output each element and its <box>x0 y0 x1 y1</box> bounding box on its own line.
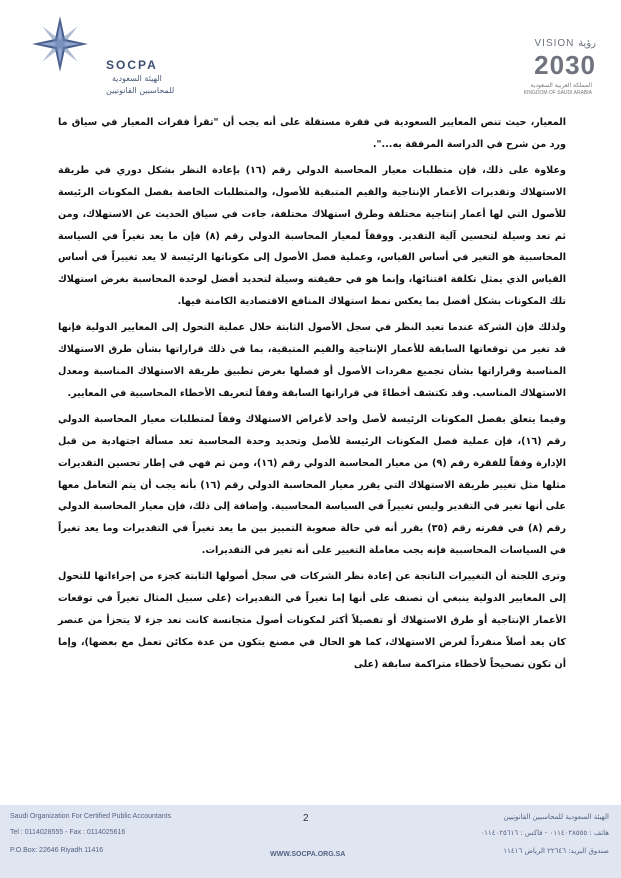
socpa-arabic-line1: الهيئة السعودية <box>112 74 162 83</box>
footer-org-arabic: الهيئة السعودية للمحاسبين القانونيين <box>503 813 609 821</box>
footer-tel-english: Tel : 0114028555 - Fax : 0114025616 <box>10 829 126 836</box>
socpa-arabic-line2: للمحاسبين القانونيين <box>106 86 175 95</box>
footer-website-link[interactable]: WWW.SOCPA.ORG.SA <box>270 851 346 858</box>
paragraph-1: المعيار، حيث تنص المعايير السعودية في فقرة مستقلة على أنه يجب أن "تقرأ فقرات المعيار في سياق ما ورد من شرح في الدراسة المرفقة به...". <box>58 117 566 150</box>
page-number: 2 <box>303 813 309 824</box>
socpa-logo <box>24 8 194 96</box>
paragraph-5: وترى اللجنة أن التغييرات الناتجة عن إعادة نظر الشركات في سجل أصولها الثابتة كجزء من إجراءاتها للتحول إلى المعايير الدولية ينبغي أن تصنف على أنها إما تغيراً في التقديرات (على سبيل المثال تغيراً في توقعات الأعمار الإنتاجية أو طرق الاستهلاك أو تفصيلاً أكثر لمكونات أصول متجانسة كانت تعد جزء لا يتجزأ من عنصر كان يعد أصلاً منفرداً لغرض الاستهلاك، كما هو الحال في مصنع يتكون من عدة مكائن تعمل مع بعضها)، وإما أن تكون تصحيحاً لأخطاء متراكمة سابقة (على <box>58 571 566 670</box>
footer-org-english: Saudi Organization For Certified Public Accountants <box>10 813 172 820</box>
paragraph-2: وعلاوة على ذلك، فإن متطلبات معيار المحاسبة الدولي رقم (١٦) بإعادة النظر بشكل دوري في طريقة الاستهلاك وتقديرات الأعمار الإنتاجية والقيم المتبقية للأصول، والمتطلبات الخاصة بفصل المكونات الرئيسة للأصول التي لها أعمار إنتاجية مختلفة وطرق استهلاك مختلفة، جاءت في سياق الحديث عن الاستهلاك، ومن ثم تعد وسيلة لتحسين آلية التقدير. ووفقاً لمعيار المحاسبة الدولي رقم (٨) فإن ما يعد تغيراً في السياسة المحاسبية هو التغير في أساس القياس، وعملية فصل الأصول إلى مكوناتها الرئيسة لا يعد تغييراً في أساس القياس الذي يمثل تكلفة اقتنائها، وإنما هو في حقيقته وسيلة لتحديد أفضل لوحدة المحاسبة بغرض استهلاك تلك المكونات بشكل أفضل بما يعكس نمط استهلاك المنافع الاقتصادية الكامنة فيها. <box>58 164 566 308</box>
paragraph-3: ولذلك فإن الشركة عندما تعيد النظر في سجل الأصول الثابتة خلال عملية التحول إلى المعايير الدولية فإنها قد تغير من توقعاتها السابقة للأعمار الإنتاجية والقيم المتبقية، بما في ذلك قراراتها بشأن طرق الاستهلاك المناسبة وقراراتها بشأن تجميع مفردات الأصول أو فصلها بغرض تطبيق طريقة الاستهلاك المناسبة ومعدل الاستهلاك المناسب. وقد تكتشف أخطاءً في قراراتها السابقة وفقاً لتعريف الأخطاء المحاسبية في المعايير. <box>58 322 566 399</box>
socpa-star-icon <box>30 14 90 74</box>
footer-pobox-english: P.O.Box: 22646 Riyadh 11416 <box>10 847 104 854</box>
footer-pobox-arabic: صندوق البريد: ٢٢٦٤٦ الرياض ١١٤١٦ <box>503 847 609 855</box>
vision-label: VISION رؤية <box>534 38 596 49</box>
vision-english: KINGDOM OF SAUDI ARABIA <box>523 90 592 96</box>
socpa-wordmark: SOCPA <box>106 58 158 72</box>
footer-tel-arabic: هاتف : ٠١١٤٠٢٨٥٥٥ - فاكس : ٠١١٤٠٢٥٦١٦ <box>480 829 609 837</box>
vision-arabic: المملكة العربية السعودية <box>530 82 592 89</box>
document-body <box>58 112 566 680</box>
page-footer <box>0 805 621 878</box>
paragraph-4: وفيما يتعلق بفصل المكونات الرئيسة لأصل واحد لأغراض الاستهلاك وفقاً لمتطلبات معيار المحاسبة الدولي رقم (١٦)، فإن عملية فصل المكونات الرئيسة للأصل وتحديد وحدة المحاسبة تعد مسألة اجتهادية من قبل الإدارة وفقاً للفقرة رقم (٩) من معيار المحاسبة الدولي رقم (١٦)، ومن ثم فهي في إطار تحسين التقديرات مثلها مثل تغيير طريقة الاستهلاك التي يقرر معيار المحاسبة الدولي رقم (١٦) بأنه يجب أن يتم التعامل معها على أنها تغير في التقدير وليس تغييراً في السياسة المحاسبية. وإضافة إلى ذلك، فإن معيار المحاسبة الدولي رقم (٨) في فقرته رقم (٣٥) يقرر أنه في حالة صعوبة التمييز بين ما يعد تغيراً في التقديرات وما يعد تغيراً في السياسات المحاسبية فإنه يجب معاملة التغيير على أنه تغير في التقديرات. <box>58 413 567 557</box>
vision-year: 2030 <box>534 50 596 80</box>
vision-2030-logo <box>510 38 608 98</box>
